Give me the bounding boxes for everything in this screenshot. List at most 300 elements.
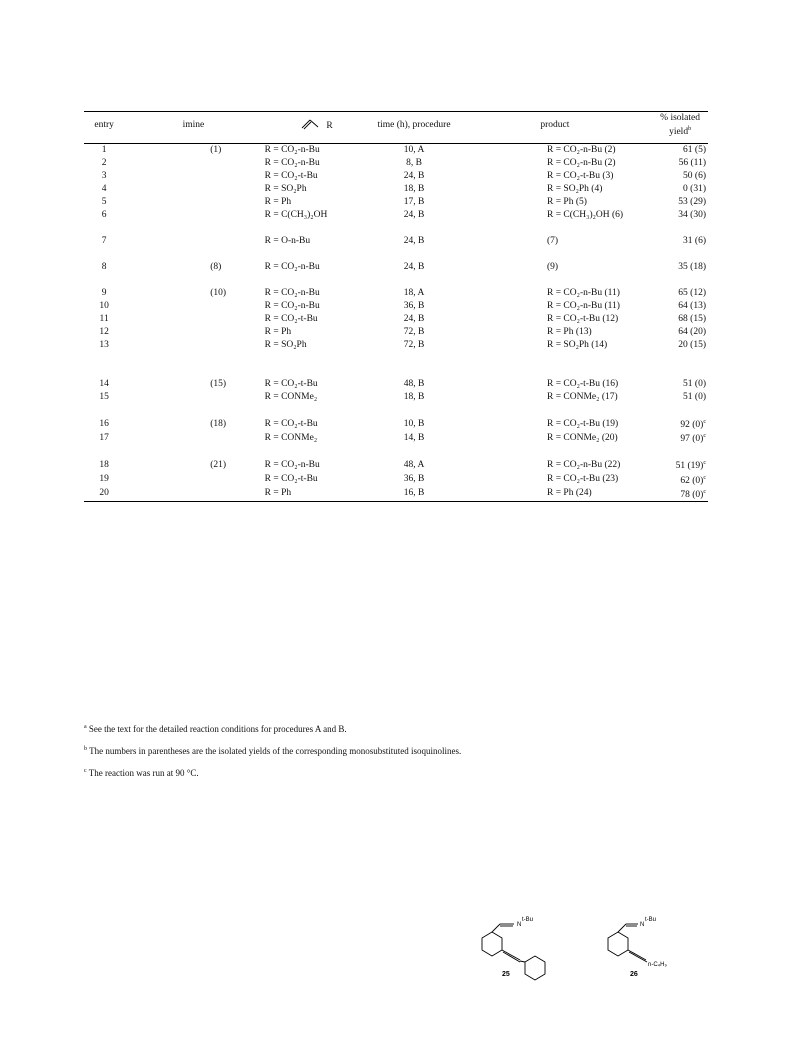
cell-time [370, 300, 457, 313]
cell-imine [124, 300, 262, 313]
row-spacer [84, 404, 708, 417]
cell-time-text: 10, B [403, 418, 425, 429]
spacer-cell [545, 352, 652, 365]
cell-yield [652, 235, 708, 248]
cell-yield-text: 62 (0) [680, 475, 704, 486]
footnote-b-text: The numbers in parentheses are the isolated yields of the corresponding monosubstituted isoquinolines. [89, 746, 462, 756]
cell-time [370, 473, 457, 487]
spacer-cell [370, 222, 457, 235]
spacer-cell [84, 365, 124, 378]
cell-imine [124, 378, 262, 391]
cell-alkene [263, 300, 371, 313]
cell-entry-text: 18 [99, 460, 109, 471]
row-spacer [84, 352, 708, 365]
table-row [84, 157, 708, 170]
footnote-c-mark: c [84, 768, 87, 774]
cell-yield-text: 51 (19) [675, 461, 704, 472]
table-row [84, 431, 708, 445]
imine-compound-label: (18) [210, 418, 227, 429]
cell-product [545, 183, 652, 196]
cell-time-text: 24, B [403, 210, 425, 221]
cell-imine [124, 261, 262, 274]
header-product: product [458, 112, 653, 144]
cell-alkene [263, 487, 371, 502]
cell-yield [652, 313, 708, 326]
cell-alkene [263, 391, 371, 404]
cell-yield [652, 391, 708, 404]
cell-imine [124, 458, 262, 472]
cell-entry-text: 12 [99, 327, 109, 338]
cell-imine [124, 196, 262, 209]
cell-alkene-text: R = Ph [264, 488, 292, 499]
cell-alkene [263, 339, 371, 352]
cell-imine [124, 235, 262, 248]
cell-product-text: R = CO₂-n-Bu (11) [546, 301, 620, 312]
header-time: time (h), procedure [370, 112, 457, 144]
cell-product-text: (7) [546, 236, 559, 247]
cell-alkene [263, 209, 371, 222]
reaction-table [84, 111, 708, 502]
cell-imine [124, 183, 262, 196]
cell-imine [124, 170, 262, 183]
imine-compound-label: (10) [210, 288, 227, 299]
cell-yield-text: 0 (31) [683, 184, 706, 195]
table-row [84, 487, 708, 502]
table-row [84, 326, 708, 339]
cell-entry [84, 209, 124, 222]
cell-product-text: R = CO₂-t-Bu (19) [546, 418, 619, 429]
cell-time [370, 287, 457, 300]
cell-yield [652, 170, 708, 183]
cell-entry-text: 15 [99, 392, 109, 403]
cell-alkene [263, 287, 371, 300]
cell-entry [84, 487, 124, 502]
cell-product-structure [458, 183, 545, 196]
cell-product-structure [458, 287, 545, 300]
cell-time [370, 339, 457, 352]
cell-entry [84, 261, 124, 274]
cell-entry-text: 14 [99, 379, 109, 390]
cell-yield [652, 458, 708, 472]
spacer-cell [370, 274, 457, 287]
spacer-cell [545, 274, 652, 287]
cell-product [545, 473, 652, 487]
spacer-cell [370, 445, 457, 458]
cell-yield [652, 487, 708, 502]
cell-entry [84, 378, 124, 391]
cell-product-text: R = CO₂-t-Bu (23) [546, 474, 619, 485]
cell-yield [652, 417, 708, 431]
cell-product [545, 144, 652, 158]
cell-imine [124, 209, 262, 222]
header-entry: entry [84, 112, 124, 144]
cell-imine [124, 473, 262, 487]
header-yield-sup: b [688, 126, 692, 132]
cell-alkene [263, 170, 371, 183]
footnote-a [84, 720, 724, 736]
cell-yield [652, 300, 708, 313]
footnote-c-text: The reaction was run at 90 °C. [88, 768, 199, 778]
cell-product [545, 339, 652, 352]
cell-product-text: R = CO₂-t-Bu (16) [546, 379, 619, 390]
cell-product-text: R = CO₂-n-Bu (22) [546, 460, 621, 471]
table-row [84, 209, 708, 222]
spacer-cell [652, 352, 708, 365]
imine-compound-label: (1) [210, 145, 222, 156]
cell-entry [84, 339, 124, 352]
cell-time [370, 235, 457, 248]
cell-imine [124, 157, 262, 170]
cell-entry [84, 183, 124, 196]
cell-product-structure [458, 209, 545, 222]
cell-product-text: R = C(CH₃)₂OH (6) [546, 210, 624, 221]
s25-label: 25 [502, 971, 510, 978]
cell-time-text: 24, B [403, 314, 425, 325]
cell-alkene [263, 473, 371, 487]
cell-alkene-text: R = CO₂-n-Bu [264, 145, 320, 156]
cell-product [545, 326, 652, 339]
table-header-row [84, 112, 708, 144]
cell-product-text: (9) [546, 262, 559, 273]
cell-time [370, 417, 457, 431]
cell-product-structure [458, 170, 545, 183]
cell-product-structure [458, 339, 545, 352]
cell-alkene [263, 196, 371, 209]
spacer-cell [263, 248, 371, 261]
cell-yield [652, 473, 708, 487]
spacer-cell [545, 222, 652, 235]
cell-imine [124, 313, 262, 326]
cell-time-text: 72, B [403, 327, 425, 338]
cell-alkene [263, 378, 371, 391]
cell-product [545, 378, 652, 391]
cell-product [545, 235, 652, 248]
cell-entry-text: 1 [101, 145, 107, 156]
cell-alkene [263, 326, 371, 339]
row-spacer [84, 274, 708, 287]
structure-25-26 [470, 912, 730, 984]
cell-entry [84, 313, 124, 326]
cell-time-text: 14, B [403, 432, 425, 443]
cell-product [545, 209, 652, 222]
cell-product-text: R = Ph (13) [546, 327, 592, 338]
cell-alkene-text: R = CO₂-n-Bu [264, 301, 320, 312]
spacer-cell [84, 248, 124, 261]
cell-entry-text: 10 [99, 301, 109, 312]
s25-n: N [517, 922, 522, 928]
cell-entry-text: 6 [101, 210, 107, 221]
table-row [84, 458, 708, 472]
cell-entry [84, 458, 124, 472]
cell-alkene [263, 417, 371, 431]
cell-yield-text: 51 (0) [683, 379, 706, 390]
spacer-cell [652, 222, 708, 235]
footnote-c [84, 764, 724, 780]
cell-alkene-text: R = CO₂-t-Bu [264, 379, 318, 390]
cell-time-text: 36, B [403, 474, 425, 485]
spacer-cell [84, 404, 124, 417]
cell-entry [84, 431, 124, 445]
yield-sup: c [703, 460, 706, 467]
cell-yield [652, 144, 708, 158]
imine-compound-label: (8) [210, 262, 222, 273]
alkene-glyph [300, 117, 326, 135]
cell-alkene-text: R = CO₂-t-Bu [264, 171, 318, 182]
table-row [84, 235, 708, 248]
table-row [84, 170, 708, 183]
cell-alkene-text: R = CO₂-n-Bu [264, 288, 320, 299]
cell-product [545, 417, 652, 431]
cell-time [370, 326, 457, 339]
cell-time-text: 24, B [403, 236, 425, 247]
cell-yield [652, 378, 708, 391]
cell-alkene [263, 261, 371, 274]
cell-time-text: 72, B [403, 340, 425, 351]
table-row [84, 339, 708, 352]
cell-product-structure [458, 487, 545, 502]
spacer-cell [263, 445, 371, 458]
spacer-cell [124, 248, 262, 261]
cell-yield-text: 50 (6) [683, 171, 706, 182]
spacer-cell [124, 445, 262, 458]
cell-alkene-text: R = Ph [264, 197, 292, 208]
table-row [84, 144, 708, 158]
cell-product [545, 287, 652, 300]
yield-sup: c [703, 433, 706, 440]
bottom-structures [470, 912, 730, 982]
cell-product-text: R = CONMe₂ (20) [546, 432, 618, 443]
cell-alkene-text: R = SO₂Ph [264, 340, 307, 351]
cell-product-structure [458, 261, 545, 274]
cell-entry [84, 196, 124, 209]
cell-alkene [263, 183, 371, 196]
cell-product [545, 300, 652, 313]
cell-alkene [263, 313, 371, 326]
cell-time-text: 10, A [403, 145, 425, 156]
table-row [84, 313, 708, 326]
spacer-cell [263, 222, 371, 235]
cell-product-structure [458, 417, 545, 431]
spacer-cell [370, 404, 457, 417]
s26-tbu: t-Bu [645, 917, 657, 923]
cell-yield [652, 209, 708, 222]
cell-yield [652, 326, 708, 339]
cell-entry-text: 19 [99, 474, 109, 485]
cell-product [545, 196, 652, 209]
cell-product-text: R = CO₂-t-Bu (12) [546, 314, 619, 325]
row-spacer [84, 445, 708, 458]
spacer-cell [370, 248, 457, 261]
cell-entry [84, 473, 124, 487]
cell-time-text: 24, B [403, 262, 425, 273]
spacer-cell [652, 274, 708, 287]
table-row [84, 196, 708, 209]
cell-product-structure [458, 144, 545, 158]
cell-alkene-text: R = Ph [264, 327, 292, 338]
cell-alkene-text: R = SO₂Ph [264, 184, 307, 195]
imine-compound-label: (15) [210, 379, 227, 390]
cell-time-text: 24, B [403, 171, 425, 182]
cell-time-text: 18, B [403, 392, 425, 403]
cell-product-structure [458, 473, 545, 487]
cell-entry-text: 16 [99, 418, 109, 429]
table-row [84, 378, 708, 391]
cell-product-text: R = Ph (5) [546, 197, 587, 208]
spacer-cell [84, 222, 124, 235]
cell-yield [652, 196, 708, 209]
cell-alkene-text: R = CO₂-n-Bu [264, 158, 320, 169]
cell-entry [84, 235, 124, 248]
table-row [84, 391, 708, 404]
cell-entry [84, 287, 124, 300]
cell-alkene [263, 144, 371, 158]
row-spacer [84, 222, 708, 235]
footnote-a-text: See the text for the detailed reaction conditions for procedures A and B. [88, 724, 347, 734]
spacer-cell [263, 352, 371, 365]
spacer-cell [263, 404, 371, 417]
cell-product-structure [458, 431, 545, 445]
cell-product-structure [458, 458, 545, 472]
spacer-cell [545, 445, 652, 458]
cell-yield-text: 53 (29) [678, 197, 706, 208]
cell-time [370, 458, 457, 472]
cell-product-text: R = CONMe₂ (17) [546, 392, 618, 403]
cell-time [370, 144, 457, 158]
yield-sup: c [703, 474, 706, 481]
cell-time [370, 378, 457, 391]
yield-sup: c [703, 488, 706, 495]
cell-imine [124, 431, 262, 445]
cell-time [370, 170, 457, 183]
cell-time [370, 261, 457, 274]
cell-yield [652, 183, 708, 196]
cell-alkene-text: R = C(CH₃)₂OH [264, 210, 328, 221]
cell-alkene-text: R = CO₂-n-Bu [264, 262, 320, 273]
cell-entry-text: 3 [101, 171, 107, 182]
cell-time-text: 17, B [403, 197, 425, 208]
cell-yield-text: 20 (15) [678, 340, 706, 351]
spacer-cell [124, 404, 262, 417]
cell-alkene [263, 235, 371, 248]
cell-imine [124, 144, 262, 158]
header-yield-text: % isolated yield [660, 113, 700, 138]
cell-product-structure [458, 391, 545, 404]
table-row [84, 287, 708, 300]
cell-alkene [263, 157, 371, 170]
cell-imine [124, 417, 262, 431]
s26-n: N [640, 922, 645, 928]
cell-product-text: R = SO₂Ph (4) [546, 184, 603, 195]
cell-yield-text: 31 (6) [683, 236, 706, 247]
spacer-cell [263, 365, 371, 378]
imine-compound-label: (21) [210, 460, 227, 471]
spacer-cell [458, 365, 545, 378]
row-spacer [84, 248, 708, 261]
cell-alkene [263, 458, 371, 472]
spacer-cell [545, 248, 652, 261]
cell-entry [84, 300, 124, 313]
cell-yield-text: 64 (13) [678, 301, 706, 312]
cell-product-structure [458, 313, 545, 326]
spacer-cell [458, 248, 545, 261]
spacer-cell [458, 352, 545, 365]
cell-time-text: 48, A [403, 460, 425, 471]
spacer-cell [124, 352, 262, 365]
cell-alkene-text: R = CO₂-t-Bu [264, 474, 318, 485]
cell-imine [124, 391, 262, 404]
cell-yield-text: 68 (15) [678, 314, 706, 325]
cell-entry-text: 17 [99, 432, 109, 443]
cell-product-text: R = Ph (24) [546, 488, 592, 499]
cell-time-text: 18, B [403, 184, 425, 195]
cell-alkene-text: R = CONMe₂ [264, 392, 318, 403]
cell-yield-text: 61 (5) [683, 145, 706, 156]
cell-entry-text: 8 [101, 262, 107, 273]
cell-entry [84, 144, 124, 158]
cell-entry [84, 170, 124, 183]
cell-time [370, 391, 457, 404]
cell-alkene-text: R = CO₂-t-Bu [264, 314, 318, 325]
cell-yield-text: 56 (11) [678, 158, 706, 169]
spacer-cell [370, 352, 457, 365]
cell-entry-text: 5 [101, 197, 107, 208]
cell-yield-text: 92 (0) [680, 420, 704, 431]
spacer-cell [84, 445, 124, 458]
cell-product-text: R = CO₂-n-Bu (2) [546, 145, 616, 156]
spacer-cell [545, 404, 652, 417]
cell-product [545, 458, 652, 472]
cell-time [370, 487, 457, 502]
row-spacer [84, 365, 708, 378]
footnotes [84, 720, 724, 786]
cell-product [545, 261, 652, 274]
cell-product-structure [458, 378, 545, 391]
cell-yield-text: 65 (12) [678, 288, 706, 299]
cell-entry-text: 11 [99, 314, 109, 325]
spacer-cell [652, 404, 708, 417]
footnote-b [84, 742, 724, 758]
spacer-cell [84, 352, 124, 365]
cell-time-text: 36, B [403, 301, 425, 312]
cell-time [370, 157, 457, 170]
cell-product [545, 170, 652, 183]
header-alkene [263, 112, 371, 144]
s26-label: 26 [630, 971, 638, 978]
spacer-cell [652, 445, 708, 458]
cell-entry-text: 4 [101, 184, 107, 195]
cell-yield [652, 339, 708, 352]
spacer-cell [458, 404, 545, 417]
cell-product [545, 431, 652, 445]
spacer-cell [124, 274, 262, 287]
spacer-cell [458, 445, 545, 458]
cell-alkene-text: R = CO₂-t-Bu [264, 418, 318, 429]
cell-product [545, 391, 652, 404]
footnote-b-mark: b [84, 746, 87, 752]
spacer-cell [545, 365, 652, 378]
cell-product-text: R = CO₂-t-Bu (3) [546, 171, 614, 182]
cell-yield-text: 97 (0) [680, 434, 704, 445]
cell-time-text: 16, B [403, 488, 425, 499]
cell-product [545, 313, 652, 326]
cell-yield-text: 78 (0) [680, 489, 704, 500]
cell-entry-text: 2 [101, 158, 107, 169]
cell-imine [124, 339, 262, 352]
header-yield [652, 112, 708, 144]
cell-alkene-text: R = CONMe₂ [264, 432, 318, 443]
cell-time [370, 183, 457, 196]
cell-time [370, 209, 457, 222]
